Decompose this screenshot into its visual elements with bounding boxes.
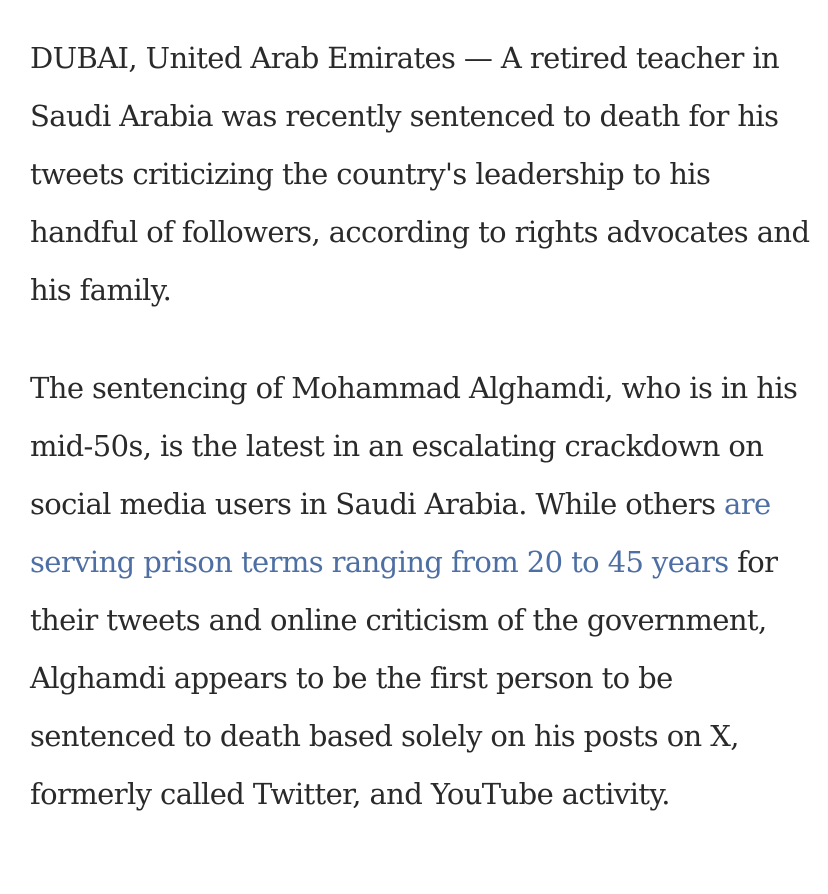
paragraph-1-text: DUBAI, United Arab Emirates — A retired teacher in Saudi Arabia was recently sentenced to death for his tweets criticizing the country's leadership to his handful of followers, according to rights advocates and his family.: [30, 41, 810, 307]
article-body: [30, 29, 820, 823]
paragraph-2-text-before-link: The sentencing of Mohammad Alghamdi, who is in his mid-50s, is the latest in an escalating crackdown on social media users in Saudi Arabia. While others: [30, 371, 798, 521]
paragraph-1: [30, 29, 820, 319]
paragraph-2: [30, 359, 820, 823]
prison-terms-link[interactable]: are serving prison terms ranging from 20 to 45 years: [30, 487, 771, 579]
paragraph-2-text-after-link: for their tweets and online criticism of the government, Alghamdi appears to be the first person to be sentenced to death based solely on his posts on X, formerly called Twitter, and YouTube activity.: [30, 545, 778, 811]
